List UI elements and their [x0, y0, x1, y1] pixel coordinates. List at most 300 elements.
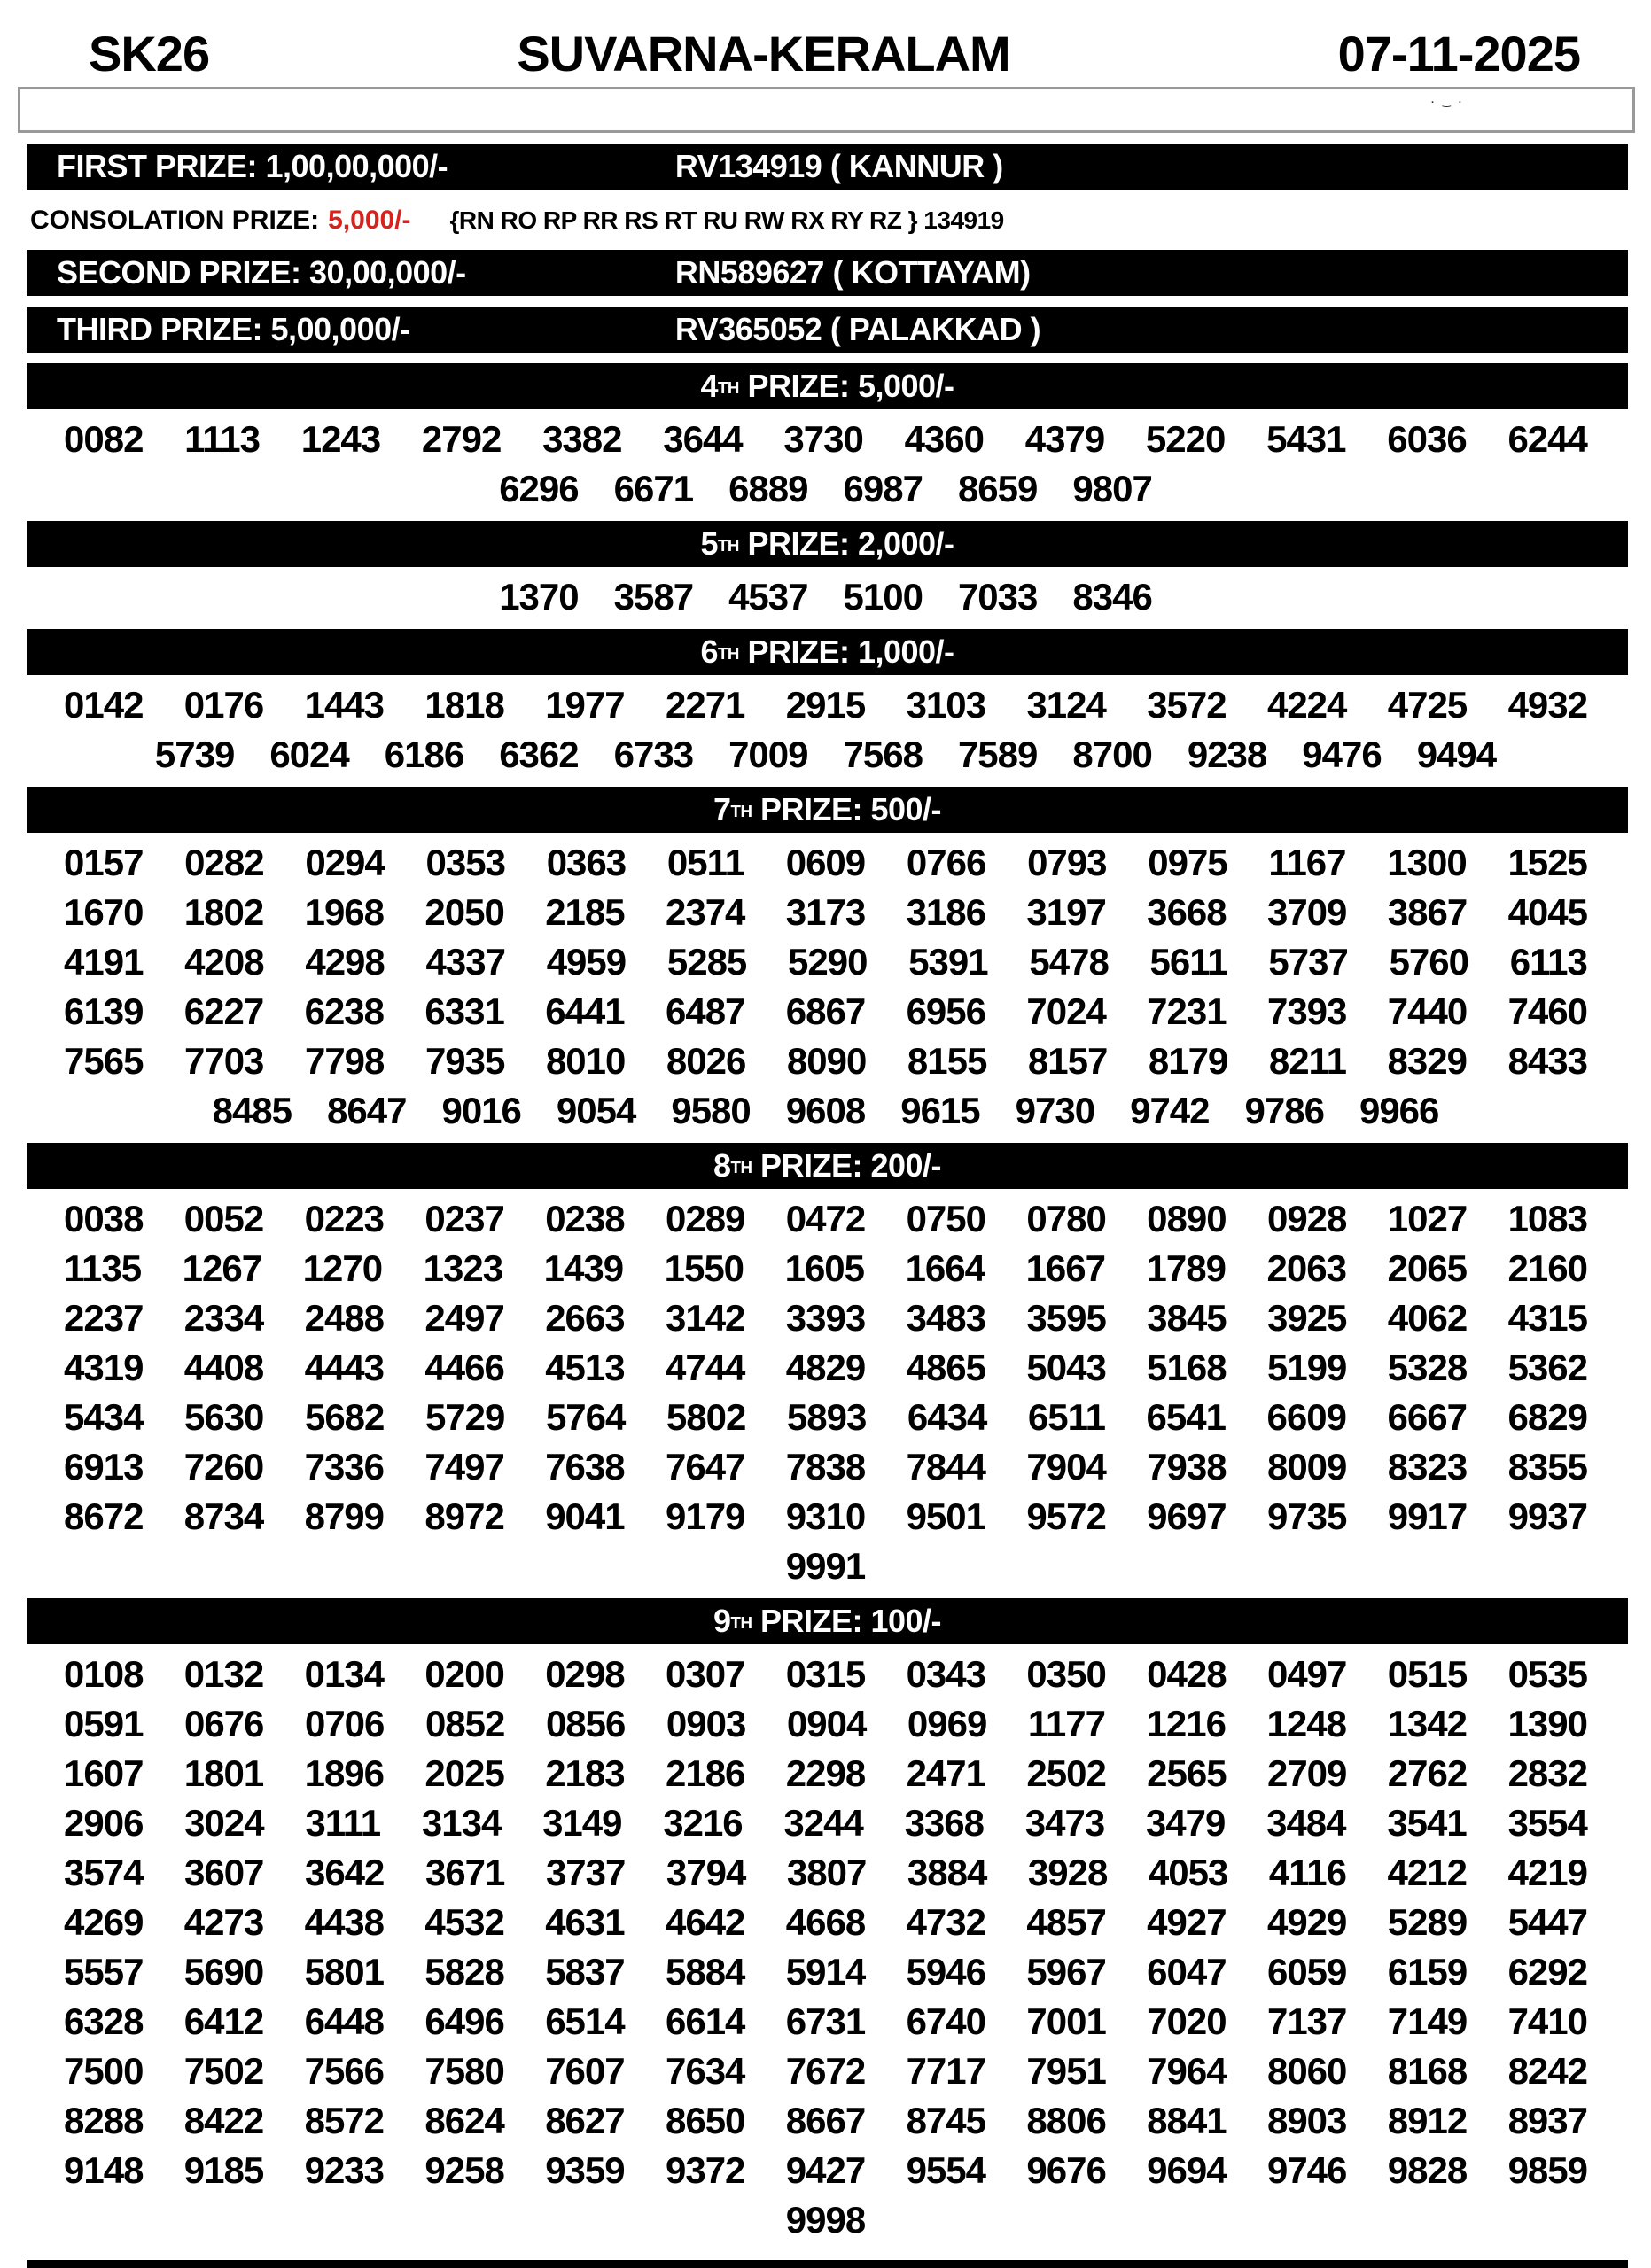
winning-number: 3554 [1507, 1802, 1587, 1844]
prize-amount-label: PRIZE: 1,000/- [738, 633, 954, 670]
winning-number: 7393 [1266, 990, 1347, 1032]
winning-number: 9238 [1187, 734, 1267, 775]
winning-number: 8355 [1507, 1446, 1587, 1487]
winning-number: 4513 [545, 1347, 625, 1388]
winning-number: 0511 [666, 842, 744, 883]
second-prize-bar [27, 250, 1628, 296]
winning-number: 1968 [304, 891, 385, 933]
winning-number: 9917 [1387, 1495, 1468, 1537]
winning-number: 9998 [785, 2199, 866, 2241]
winning-number: 0298 [545, 1653, 625, 1695]
winning-number: 9786 [1244, 1090, 1324, 1131]
winning-number: 9185 [183, 2149, 264, 2191]
winning-number: 3737 [545, 1852, 626, 1893]
winning-number-row [0, 1393, 1651, 1442]
third-prize-label: THIRD PRIZE: 5,00,000/- [57, 311, 410, 347]
winning-number: 6139 [64, 990, 144, 1032]
winning-number-row [0, 2146, 1651, 2195]
winning-number: 3479 [1145, 1802, 1226, 1844]
winning-number: 8179 [1148, 1040, 1228, 1082]
winning-number: 7024 [1026, 990, 1106, 1032]
winning-number: 2502 [1026, 1752, 1106, 1794]
winning-number: 1896 [304, 1752, 385, 1794]
winning-number: 9359 [545, 2149, 625, 2191]
winning-number: 6511 [1027, 1396, 1105, 1438]
winning-number: 2025 [424, 1752, 504, 1794]
winning-number: 0428 [1147, 1653, 1227, 1695]
prize-section [0, 787, 1651, 1143]
winning-number: 1789 [1146, 1247, 1226, 1289]
winning-number: 6238 [304, 990, 385, 1032]
winning-number: 7566 [304, 2050, 385, 2092]
winning-number: 1977 [545, 684, 625, 726]
winning-number: 5914 [785, 1951, 866, 1992]
winning-number: 2298 [785, 1752, 866, 1794]
winning-number: 3483 [906, 1297, 986, 1339]
winning-number: 0750 [906, 1198, 986, 1239]
winning-number: 7033 [957, 576, 1038, 617]
winning-number: 4319 [64, 1347, 144, 1388]
prize-ordinal-suffix: TH [730, 1613, 752, 1632]
winning-number: 2237 [64, 1297, 144, 1339]
winning-number: 5391 [908, 941, 988, 983]
prize-ordinal: 9 [713, 1603, 731, 1639]
prize-ordinal-suffix: TH [718, 536, 739, 555]
winning-number: 6296 [499, 468, 579, 509]
winning-number: 2185 [545, 891, 625, 933]
winning-number: 0766 [906, 842, 986, 883]
winning-number: 6731 [785, 2000, 866, 2042]
winning-number: 7703 [183, 1040, 264, 1082]
winning-number: 3124 [1026, 684, 1106, 726]
winning-number: 1267 [182, 1247, 262, 1289]
winning-number: 5630 [183, 1396, 264, 1438]
winning-number: 0132 [183, 1653, 264, 1695]
winning-number: 0975 [1148, 842, 1227, 883]
winning-number: 2063 [1266, 1247, 1346, 1289]
winning-number: 5289 [1387, 1901, 1468, 1943]
winning-number: 3484 [1266, 1802, 1346, 1844]
winning-number: 3134 [421, 1802, 502, 1844]
winning-number-row [0, 1442, 1651, 1492]
winning-number: 8157 [1027, 1040, 1108, 1082]
winning-number: 3730 [783, 418, 863, 460]
winning-number: 8937 [1507, 2100, 1587, 2141]
winning-number: 2792 [421, 418, 502, 460]
winning-number: 2065 [1387, 1247, 1467, 1289]
winning-number: 9859 [1507, 2149, 1587, 2191]
winning-number: 8329 [1387, 1040, 1467, 1082]
winning-number: 7838 [785, 1446, 866, 1487]
winning-number: 2906 [64, 1802, 144, 1844]
winning-number: 0350 [1026, 1653, 1106, 1695]
winning-number: 0200 [424, 1653, 504, 1695]
winning-number: 7568 [843, 734, 923, 775]
winning-number: 6496 [424, 2000, 504, 2042]
winning-number: 1550 [664, 1247, 744, 1289]
winning-number: 7951 [1026, 2050, 1106, 2092]
winning-number: 2663 [545, 1297, 625, 1339]
winning-number: 7844 [906, 1446, 986, 1487]
consolation-row [0, 197, 1651, 245]
winning-number: 1135 [64, 1247, 142, 1289]
winning-number: 4273 [183, 1901, 264, 1943]
winning-number-row [0, 1749, 1651, 1798]
winning-number: 7589 [957, 734, 1038, 775]
winning-number: 3642 [304, 1852, 385, 1893]
winning-number: 8211 [1268, 1040, 1346, 1082]
winning-number: 3884 [907, 1852, 987, 1893]
winning-number: 8155 [907, 1040, 987, 1082]
winning-number: 7638 [545, 1446, 625, 1487]
winning-number: 0676 [183, 1703, 264, 1744]
third-prize-bar [27, 307, 1628, 353]
winning-number: 1605 [784, 1247, 865, 1289]
page-title: SUVARNA-KERALAM [517, 26, 1010, 82]
winning-number: 4959 [546, 941, 627, 983]
winning-number: 2334 [183, 1297, 264, 1339]
winning-number: 5737 [1268, 941, 1348, 983]
winning-number: 3216 [663, 1802, 743, 1844]
prize-section [0, 1143, 1651, 1598]
winning-number: 3845 [1147, 1297, 1227, 1339]
winning-number: 6036 [1387, 418, 1467, 460]
winning-number: 3574 [64, 1852, 144, 1893]
prize-ordinal: 8 [713, 1147, 731, 1184]
winning-number: 0108 [64, 1653, 144, 1695]
winning-number: 3925 [1266, 1297, 1347, 1339]
winning-number: 5801 [304, 1951, 385, 1992]
winning-number: 0904 [786, 1703, 867, 1744]
winning-number: 9501 [906, 1495, 986, 1537]
winning-number: 5760 [1389, 941, 1469, 983]
prize-ordinal-suffix: TH [718, 644, 739, 663]
winning-number: 6441 [545, 990, 625, 1032]
winning-number: 0353 [425, 842, 505, 883]
winning-number: 9608 [785, 1090, 866, 1131]
winning-number: 8903 [1266, 2100, 1347, 2141]
prize-amount-label: PRIZE: 200/- [752, 1147, 942, 1184]
winning-number: 0052 [183, 1198, 264, 1239]
winning-number: 2050 [424, 891, 504, 933]
prize-section-bar [27, 629, 1628, 675]
winning-number: 3142 [665, 1297, 745, 1339]
winning-number: 6514 [545, 2000, 625, 2042]
winning-number-row [0, 1650, 1651, 1699]
draw-code: SK26 [89, 26, 210, 82]
winning-number: 4642 [665, 1901, 745, 1943]
winning-number: 0852 [424, 1703, 505, 1744]
winning-number: 3867 [1387, 891, 1468, 933]
winning-number: 5168 [1147, 1347, 1227, 1388]
winning-number: 5434 [64, 1396, 144, 1438]
prize-section [0, 521, 1651, 629]
winning-number: 2471 [906, 1752, 986, 1794]
winning-number: 6328 [64, 2000, 144, 2042]
winning-number: 8485 [212, 1090, 292, 1131]
winning-number-row [0, 1086, 1651, 1136]
winning-number: 4929 [1266, 1901, 1347, 1943]
winning-number: 9697 [1147, 1495, 1227, 1537]
winning-number: 4865 [906, 1347, 986, 1388]
winning-number: 6987 [843, 468, 923, 509]
winning-number: 6671 [613, 468, 694, 509]
winning-number: 6913 [64, 1446, 144, 1487]
winning-number: 4532 [424, 1901, 504, 1943]
winning-number: 7798 [304, 1040, 385, 1082]
winning-number: 3541 [1387, 1802, 1467, 1844]
winning-number: 0289 [665, 1198, 745, 1239]
winning-number: 9041 [545, 1495, 625, 1537]
winning-numbers [0, 567, 1651, 629]
winning-number-row [0, 730, 1651, 780]
winning-number: 8422 [183, 2100, 264, 2141]
winning-numbers [0, 1644, 1651, 2252]
winning-number-row [0, 572, 1651, 622]
winning-number: 7460 [1507, 990, 1587, 1032]
winning-number: 8672 [64, 1495, 144, 1537]
winning-number: 9615 [900, 1090, 980, 1131]
winning-number-row [0, 1343, 1651, 1393]
winning-number: 9016 [441, 1090, 521, 1131]
winning-number: 6448 [304, 2000, 385, 2042]
winning-number: 4062 [1387, 1297, 1468, 1339]
winning-number: 4212 [1387, 1852, 1467, 1893]
winning-number: 1243 [300, 418, 381, 460]
winning-number: 9735 [1266, 1495, 1347, 1537]
winning-number: 4631 [545, 1901, 625, 1943]
winning-number: 5611 [1149, 941, 1227, 983]
winning-number: 7149 [1387, 2000, 1468, 2042]
winning-number: 4053 [1148, 1852, 1228, 1893]
winning-number: 6487 [665, 990, 745, 1032]
winning-number-row [0, 1848, 1651, 1898]
winning-number: 6186 [384, 734, 464, 775]
winning-number: 8972 [424, 1495, 504, 1537]
winning-number: 7904 [1026, 1446, 1106, 1487]
winning-number: 8026 [666, 1040, 746, 1082]
winning-number: 2160 [1507, 1247, 1587, 1289]
winning-number: 0307 [665, 1653, 745, 1695]
winning-number: 6362 [499, 734, 579, 775]
winning-number: 0780 [1026, 1198, 1106, 1239]
winning-number: 8060 [1266, 2050, 1347, 2092]
winning-number: 1525 [1507, 842, 1587, 883]
first-prize-bar [27, 144, 1628, 190]
winning-number: 5043 [1026, 1347, 1106, 1388]
bottom-strip [27, 2260, 1628, 2268]
winning-number: 0793 [1027, 842, 1107, 883]
winning-number: 2762 [1387, 1752, 1468, 1794]
winning-number: 8667 [785, 2100, 866, 2141]
winning-number: 7231 [1147, 990, 1227, 1032]
winning-number: 7502 [183, 2050, 264, 2092]
winning-number: 6667 [1387, 1396, 1467, 1438]
winning-number: 0223 [304, 1198, 385, 1239]
winning-number: 8624 [424, 2100, 504, 2141]
winning-number: 0315 [785, 1653, 866, 1695]
winning-number-row [0, 937, 1651, 987]
winning-number: 5764 [545, 1396, 626, 1438]
winning-number: 0515 [1387, 1653, 1468, 1695]
winning-number: 6292 [1507, 1951, 1587, 1992]
winning-number: 1216 [1146, 1703, 1226, 1744]
third-prize-winner: RV365052 ( PALAKKAD ) [674, 311, 1041, 347]
winning-number: 0343 [906, 1653, 986, 1695]
winning-number: 9580 [671, 1090, 751, 1131]
prize-ordinal: 7 [713, 791, 731, 827]
winning-number-row [0, 2096, 1651, 2146]
winning-number: 5220 [1145, 418, 1226, 460]
winning-number: 1801 [183, 1752, 264, 1794]
winning-number: 8323 [1387, 1446, 1468, 1487]
winning-numbers [0, 409, 1651, 521]
winning-number: 1323 [423, 1247, 503, 1289]
winning-number: 2497 [424, 1297, 504, 1339]
winning-number: 5682 [304, 1396, 385, 1438]
winning-number: 0363 [546, 842, 627, 883]
winning-number: 9476 [1302, 734, 1382, 775]
prize-ordinal-suffix: TH [718, 378, 739, 397]
winning-number: 0472 [785, 1198, 866, 1239]
winning-number: 5362 [1507, 1347, 1587, 1388]
winning-number: 9148 [64, 2149, 144, 2191]
winning-number: 4269 [64, 1901, 144, 1943]
winning-number: 4537 [728, 576, 808, 617]
winning-number: 1802 [183, 891, 264, 933]
winning-number: 8841 [1147, 2100, 1227, 2141]
winning-number: 3595 [1026, 1297, 1106, 1339]
winning-number: 7009 [728, 734, 808, 775]
winning-number: 1370 [499, 576, 579, 617]
prize-ordinal-suffix: TH [730, 802, 752, 820]
winning-number: 6159 [1387, 1951, 1468, 1992]
winning-number: 7020 [1147, 2000, 1227, 2042]
winning-number: 6829 [1507, 1396, 1587, 1438]
winning-number: 4379 [1024, 418, 1105, 460]
winning-number: 0497 [1266, 1653, 1347, 1695]
winning-number: 2271 [665, 684, 745, 726]
winning-number: 4116 [1268, 1852, 1346, 1893]
winning-number: 8647 [327, 1090, 407, 1131]
winning-number-row [0, 1898, 1651, 1947]
winning-number: 6047 [1147, 1951, 1227, 1992]
winning-number: 4732 [906, 1901, 986, 1943]
winning-number: 3149 [542, 1802, 622, 1844]
prize-section [0, 629, 1651, 787]
box-remnant-marks: · ‿ · [1431, 97, 1465, 108]
winning-number: 5100 [843, 576, 923, 617]
winning-number: 0134 [304, 1653, 385, 1695]
winning-number: 5557 [64, 1951, 144, 1992]
winning-number: 4045 [1507, 891, 1587, 933]
winning-number: 3587 [613, 576, 694, 617]
winning-number: 4408 [183, 1347, 264, 1388]
winning-number: 7500 [64, 2050, 144, 2092]
winning-number-row [0, 1947, 1651, 1997]
winning-number: 3173 [785, 891, 866, 933]
winning-number: 5290 [788, 941, 868, 983]
winning-number: 8799 [304, 1495, 385, 1537]
winning-number: 9828 [1387, 2149, 1468, 2191]
winning-number: 7001 [1026, 2000, 1106, 2042]
winning-number: 6227 [183, 990, 264, 1032]
winning-number: 9966 [1359, 1090, 1439, 1131]
winning-number: 7964 [1147, 2050, 1227, 2092]
winning-number: 8010 [545, 1040, 626, 1082]
winning-number: 1113 [184, 418, 260, 460]
winning-number: 9746 [1266, 2149, 1347, 2191]
winning-number: 2832 [1507, 1752, 1587, 1794]
winning-number: 7580 [424, 2050, 504, 2092]
winning-number: 3186 [906, 891, 986, 933]
winning-number-row [0, 1293, 1651, 1343]
winning-number: 5884 [665, 1951, 745, 1992]
winning-number: 1439 [543, 1247, 624, 1289]
winning-number: 5837 [545, 1951, 625, 1992]
winning-number: 0928 [1266, 1198, 1347, 1239]
winning-number: 5431 [1266, 418, 1346, 460]
winning-number: 9258 [424, 2149, 504, 2191]
winning-number-row [0, 1492, 1651, 1542]
winning-number: 5739 [154, 734, 235, 775]
winning-number: 1390 [1507, 1703, 1587, 1744]
winning-number: 9310 [785, 1495, 866, 1537]
winning-number: 1270 [302, 1247, 383, 1289]
winning-number: 9991 [785, 1545, 866, 1587]
winning-number: 5447 [1507, 1901, 1587, 1943]
winning-number: 4829 [785, 1347, 866, 1388]
winning-number: 3393 [785, 1297, 866, 1339]
prize-section-bar [27, 521, 1628, 567]
winning-number: 7497 [424, 1446, 504, 1487]
winning-number-row [0, 2047, 1651, 2096]
winning-number: 9554 [906, 2149, 986, 2191]
winning-number: 9807 [1072, 468, 1152, 509]
prize-ordinal: 4 [700, 368, 718, 404]
prize-section [0, 1598, 1651, 2252]
winning-number: 1443 [304, 684, 385, 726]
prize-ordinal: 5 [700, 525, 718, 562]
winning-number: 1167 [1268, 842, 1346, 883]
winning-number: 5946 [906, 1951, 986, 1992]
winning-number: 6956 [906, 990, 986, 1032]
winning-number: 0038 [64, 1198, 144, 1239]
winning-number-row [0, 1037, 1651, 1086]
winning-number-row [0, 464, 1651, 514]
winning-number: 6331 [424, 990, 504, 1032]
winning-number-row [0, 1798, 1651, 1848]
winning-number: 9494 [1416, 734, 1497, 775]
consolation-label: CONSOLATION PRIZE: [30, 206, 320, 235]
winning-number-row [0, 1699, 1651, 1749]
winning-number: 7137 [1266, 2000, 1347, 2042]
prize-amount-label: PRIZE: 500/- [752, 791, 942, 827]
winning-number: 7935 [424, 1040, 505, 1082]
winning-number: 9372 [665, 2149, 745, 2191]
winning-number: 6867 [785, 990, 866, 1032]
winning-number: 6740 [906, 2000, 986, 2042]
prize-section-bar [27, 1143, 1628, 1189]
winning-number-row [0, 888, 1651, 937]
winning-number: 3473 [1024, 1802, 1105, 1844]
winning-number: 8288 [64, 2100, 144, 2141]
winning-number: 5199 [1266, 1347, 1347, 1388]
second-prize-winner: RN589627 ( KOTTAYAM) [674, 254, 1031, 291]
winning-number: 9742 [1130, 1090, 1210, 1131]
winning-number: 6024 [269, 734, 349, 775]
winning-number: 5328 [1387, 1347, 1468, 1388]
